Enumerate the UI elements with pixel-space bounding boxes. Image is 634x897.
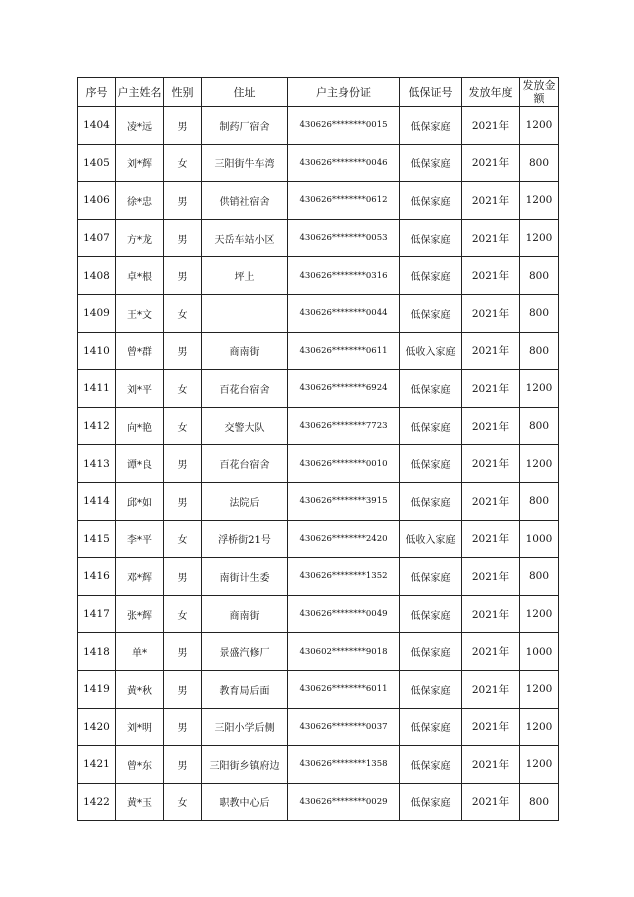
cell-id-card: 430626********3915 (288, 482, 400, 520)
cell-cert-no: 低保家庭 (400, 633, 462, 671)
cell-amount: 1200 (520, 445, 559, 483)
cell-year: 2021年 (462, 708, 520, 746)
cell-amount: 800 (520, 407, 559, 445)
cell-id-card: 430626********0611 (288, 332, 400, 370)
cell-name: 刘*辉 (116, 144, 164, 182)
cell-gender: 女 (164, 407, 202, 445)
cell-name: 李*平 (116, 520, 164, 558)
cell-name: 刘*明 (116, 708, 164, 746)
cell-id-card: 430626********0612 (288, 182, 400, 220)
cell-serial: 1419 (78, 670, 116, 708)
cell-amount: 1200 (520, 595, 559, 633)
header-serial: 序号 (78, 78, 116, 107)
cell-gender: 女 (164, 294, 202, 332)
table-row (78, 370, 559, 408)
table-row (78, 332, 559, 370)
cell-id-card: 430626********0029 (288, 783, 400, 821)
cell-serial: 1421 (78, 746, 116, 784)
cell-address: 商南街 (202, 332, 288, 370)
cell-cert-no: 低保家庭 (400, 746, 462, 784)
cell-year: 2021年 (462, 370, 520, 408)
table-row (78, 708, 559, 746)
table-row (78, 144, 559, 182)
cell-gender: 男 (164, 219, 202, 257)
cell-id-card: 430626********0037 (288, 708, 400, 746)
cell-gender: 男 (164, 182, 202, 220)
cell-serial: 1420 (78, 708, 116, 746)
cell-gender: 男 (164, 708, 202, 746)
cell-serial: 1416 (78, 558, 116, 596)
cell-address: 供销社宿舍 (202, 182, 288, 220)
cell-address: 百花台宿舍 (202, 370, 288, 408)
cell-amount: 800 (520, 482, 559, 520)
cell-amount: 1200 (520, 746, 559, 784)
cell-id-card: 430626********0046 (288, 144, 400, 182)
cell-name: 向*艳 (116, 407, 164, 445)
cell-amount: 1200 (520, 370, 559, 408)
cell-amount: 1000 (520, 520, 559, 558)
cell-cert-no: 低保家庭 (400, 257, 462, 295)
cell-gender: 男 (164, 746, 202, 784)
cell-year: 2021年 (462, 219, 520, 257)
table-row (78, 746, 559, 784)
header-amount: 发放金额 (520, 78, 559, 107)
cell-address: 南街计生委 (202, 558, 288, 596)
cell-gender: 男 (164, 633, 202, 671)
cell-address: 三阳街乡镇府边 (202, 746, 288, 784)
header-year: 发放年度 (462, 78, 520, 107)
cell-cert-no: 低保家庭 (400, 783, 462, 821)
cell-name: 黄*玉 (116, 783, 164, 821)
cell-address: 法院后 (202, 482, 288, 520)
cell-name: 卓*根 (116, 257, 164, 295)
cell-amount: 1200 (520, 107, 559, 145)
cell-gender: 男 (164, 107, 202, 145)
table-row (78, 520, 559, 558)
cell-cert-no: 低收入家庭 (400, 332, 462, 370)
cell-year: 2021年 (462, 332, 520, 370)
cell-name: 黄*秋 (116, 670, 164, 708)
cell-address (202, 294, 288, 332)
cell-serial: 1404 (78, 107, 116, 145)
table-row (78, 595, 559, 633)
cell-cert-no: 低保家庭 (400, 107, 462, 145)
cell-gender: 女 (164, 144, 202, 182)
cell-amount: 800 (520, 332, 559, 370)
cell-cert-no: 低保家庭 (400, 482, 462, 520)
cell-name: 刘*平 (116, 370, 164, 408)
cell-gender: 男 (164, 257, 202, 295)
cell-year: 2021年 (462, 257, 520, 295)
cell-serial: 1413 (78, 445, 116, 483)
table-row (78, 107, 559, 145)
cell-amount: 1000 (520, 633, 559, 671)
cell-address: 浮桥街21号 (202, 520, 288, 558)
table-row (78, 445, 559, 483)
cell-year: 2021年 (462, 482, 520, 520)
cell-address: 三阳小学后侧 (202, 708, 288, 746)
cell-id-card: 430626********0049 (288, 595, 400, 633)
cell-cert-no: 低保家庭 (400, 708, 462, 746)
cell-address: 职教中心后 (202, 783, 288, 821)
table-row (78, 558, 559, 596)
cell-id-card: 430626********2420 (288, 520, 400, 558)
table-row (78, 670, 559, 708)
header-gender: 性别 (164, 78, 202, 107)
cell-serial: 1415 (78, 520, 116, 558)
cell-amount: 1200 (520, 182, 559, 220)
cell-cert-no: 低保家庭 (400, 219, 462, 257)
cell-address: 天岳车站小区 (202, 219, 288, 257)
header-id-card: 户主身份证 (288, 78, 400, 107)
cell-amount: 1200 (520, 219, 559, 257)
cell-year: 2021年 (462, 558, 520, 596)
cell-amount: 800 (520, 783, 559, 821)
cell-amount: 800 (520, 558, 559, 596)
cell-id-card: 430626********7723 (288, 407, 400, 445)
cell-address: 百花台宿舍 (202, 445, 288, 483)
cell-year: 2021年 (462, 633, 520, 671)
cell-serial: 1411 (78, 370, 116, 408)
cell-gender: 女 (164, 595, 202, 633)
cell-serial: 1406 (78, 182, 116, 220)
cell-cert-no: 低保家庭 (400, 407, 462, 445)
subsidy-table (77, 77, 559, 821)
cell-name: 邓*辉 (116, 558, 164, 596)
cell-id-card: 430602********9018 (288, 633, 400, 671)
cell-amount: 1200 (520, 708, 559, 746)
table-row (78, 482, 559, 520)
table-row (78, 182, 559, 220)
table-row (78, 219, 559, 257)
cell-serial: 1412 (78, 407, 116, 445)
cell-year: 2021年 (462, 520, 520, 558)
cell-cert-no: 低收入家庭 (400, 520, 462, 558)
header-cert-no: 低保证号 (400, 78, 462, 107)
cell-year: 2021年 (462, 670, 520, 708)
cell-address: 制药厂宿舍 (202, 107, 288, 145)
cell-name: 王*文 (116, 294, 164, 332)
cell-cert-no: 低保家庭 (400, 558, 462, 596)
cell-name: 曾*东 (116, 746, 164, 784)
cell-id-card: 430626********0316 (288, 257, 400, 295)
cell-id-card: 430626********1352 (288, 558, 400, 596)
cell-cert-no: 低保家庭 (400, 445, 462, 483)
cell-amount: 800 (520, 257, 559, 295)
table-row (78, 294, 559, 332)
cell-serial: 1417 (78, 595, 116, 633)
cell-name: 曾*群 (116, 332, 164, 370)
cell-year: 2021年 (462, 746, 520, 784)
cell-id-card: 430626********0044 (288, 294, 400, 332)
cell-serial: 1422 (78, 783, 116, 821)
cell-year: 2021年 (462, 182, 520, 220)
cell-name: 张*辉 (116, 595, 164, 633)
cell-address: 教育局后面 (202, 670, 288, 708)
header-address: 住址 (202, 78, 288, 107)
table-row (78, 257, 559, 295)
cell-serial: 1407 (78, 219, 116, 257)
cell-gender: 男 (164, 670, 202, 708)
cell-name: 凌*远 (116, 107, 164, 145)
header-row (78, 78, 559, 107)
cell-cert-no: 低保家庭 (400, 595, 462, 633)
cell-amount: 800 (520, 294, 559, 332)
cell-gender: 女 (164, 783, 202, 821)
cell-id-card: 430626********0010 (288, 445, 400, 483)
cell-gender: 男 (164, 482, 202, 520)
cell-serial: 1405 (78, 144, 116, 182)
cell-year: 2021年 (462, 407, 520, 445)
cell-name: 徐*忠 (116, 182, 164, 220)
cell-year: 2021年 (462, 294, 520, 332)
cell-serial: 1408 (78, 257, 116, 295)
cell-name: 谭*良 (116, 445, 164, 483)
cell-address: 商南街 (202, 595, 288, 633)
cell-name: 方*龙 (116, 219, 164, 257)
cell-gender: 男 (164, 332, 202, 370)
cell-year: 2021年 (462, 783, 520, 821)
cell-amount: 800 (520, 144, 559, 182)
cell-id-card: 430626********1358 (288, 746, 400, 784)
cell-serial: 1414 (78, 482, 116, 520)
cell-gender: 女 (164, 520, 202, 558)
cell-address: 交警大队 (202, 407, 288, 445)
cell-cert-no: 低保家庭 (400, 294, 462, 332)
table-row (78, 783, 559, 821)
cell-id-card: 430626********6924 (288, 370, 400, 408)
cell-id-card: 430626********0053 (288, 219, 400, 257)
cell-cert-no: 低保家庭 (400, 182, 462, 220)
cell-name: 单* (116, 633, 164, 671)
table-row (78, 633, 559, 671)
table-row (78, 407, 559, 445)
cell-serial: 1410 (78, 332, 116, 370)
cell-serial: 1409 (78, 294, 116, 332)
cell-gender: 女 (164, 370, 202, 408)
cell-amount: 1200 (520, 670, 559, 708)
cell-name: 邱*如 (116, 482, 164, 520)
cell-year: 2021年 (462, 144, 520, 182)
cell-gender: 男 (164, 558, 202, 596)
cell-year: 2021年 (462, 595, 520, 633)
cell-address: 景盛汽修厂 (202, 633, 288, 671)
table-body (78, 107, 559, 821)
cell-cert-no: 低保家庭 (400, 144, 462, 182)
cell-id-card: 430626********6011 (288, 670, 400, 708)
cell-address: 坪上 (202, 257, 288, 295)
cell-year: 2021年 (462, 107, 520, 145)
cell-cert-no: 低保家庭 (400, 670, 462, 708)
cell-cert-no: 低保家庭 (400, 370, 462, 408)
cell-gender: 男 (164, 445, 202, 483)
cell-serial: 1418 (78, 633, 116, 671)
cell-year: 2021年 (462, 445, 520, 483)
header-name: 户主姓名 (116, 78, 164, 107)
cell-address: 三阳街牛车湾 (202, 144, 288, 182)
cell-id-card: 430626********0015 (288, 107, 400, 145)
